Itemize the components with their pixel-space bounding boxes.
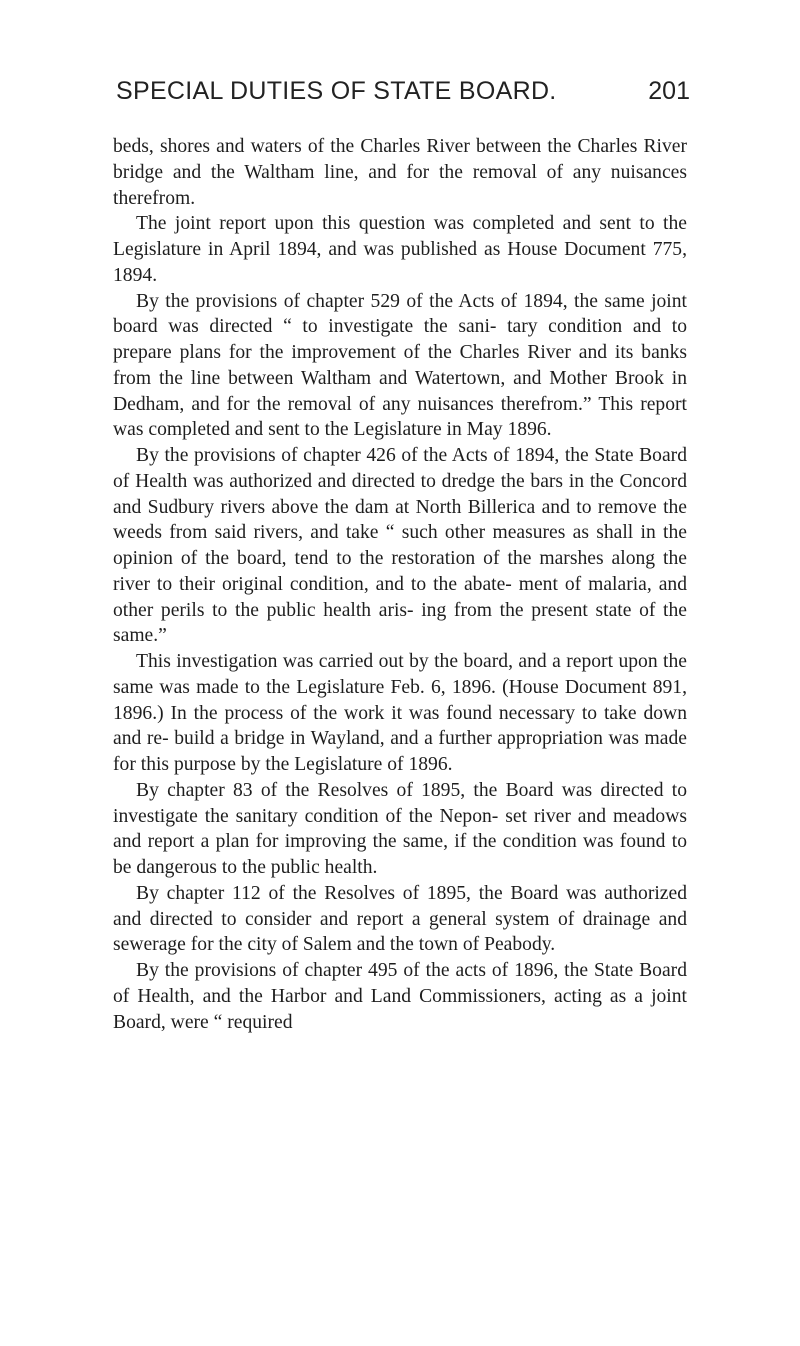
paragraph: The joint report upon this question was completed and sent to the Legislature in April 1894, and was published as House Document 775, 1894.: [113, 213, 687, 286]
paragraph: beds, shores and waters of the Charles River between the Charles River bridge and the Waltham line, and for the removal of any nuisances therefrom.: [113, 136, 687, 209]
page-number: 201: [648, 77, 690, 105]
paragraph: By the provisions of chapter 426 of the Acts of 1894, the State Board of Health was authorized and directed to dredge the bars in the Concord and Sudbury rivers above the dam at North Billerica and to remove the weeds from said rivers, and take “ such other measures as shall in the opinion of the board, tend to the restoration of the marshes along the river to their original condition, and to the abate- ment of malaria, and other perils to the public health aris- ing from the present state of the same.”: [113, 445, 687, 647]
paragraph: This investigation was carried out by the board, and a report upon the same was made to the Legislature Feb. 6, 1896. (House Document 891, 1896.) In the process of the work it was found necessary to take down and re- build a bridge in Wayland, and a further appropriation was made for this purpose by the Legislature of 1896.: [113, 651, 687, 775]
paragraph: By the provisions of chapter 495 of the acts of 1896, the State Board of Health, and the Harbor and Land Commissioners, acting as a joint Board, were “ required: [113, 960, 687, 1033]
paragraph: By the provisions of chapter 529 of the Acts of 1894, the same joint board was directed “ to investigate the sani- tary condition and to prepare plans for the improvement of the Charles River and its banks from the line between Waltham and Watertown, and Mother Brook in Dedham, and for the removal of any nuisances therefrom.” This report was completed and sent to the Legislature in May 1896.: [113, 290, 687, 441]
paragraph: By chapter 112 of the Resolves of 1895, the Board was authorized and directed to consider and report a general system of drainage and sewerage for the city of Salem and the town of Peabody.: [113, 882, 687, 956]
body-text: [113, 134, 687, 1035]
paragraph: By chapter 83 of the Resolves of 1895, the Board was directed to investigate the sanitary condition of the Nepon- set river and meadows and report a plan for improving the same, if the condition was found to be dangerous to the public health.: [113, 779, 687, 878]
running-title: SPECIAL DUTIES OF STATE BOARD.: [116, 77, 557, 105]
running-head: [112, 77, 688, 117]
